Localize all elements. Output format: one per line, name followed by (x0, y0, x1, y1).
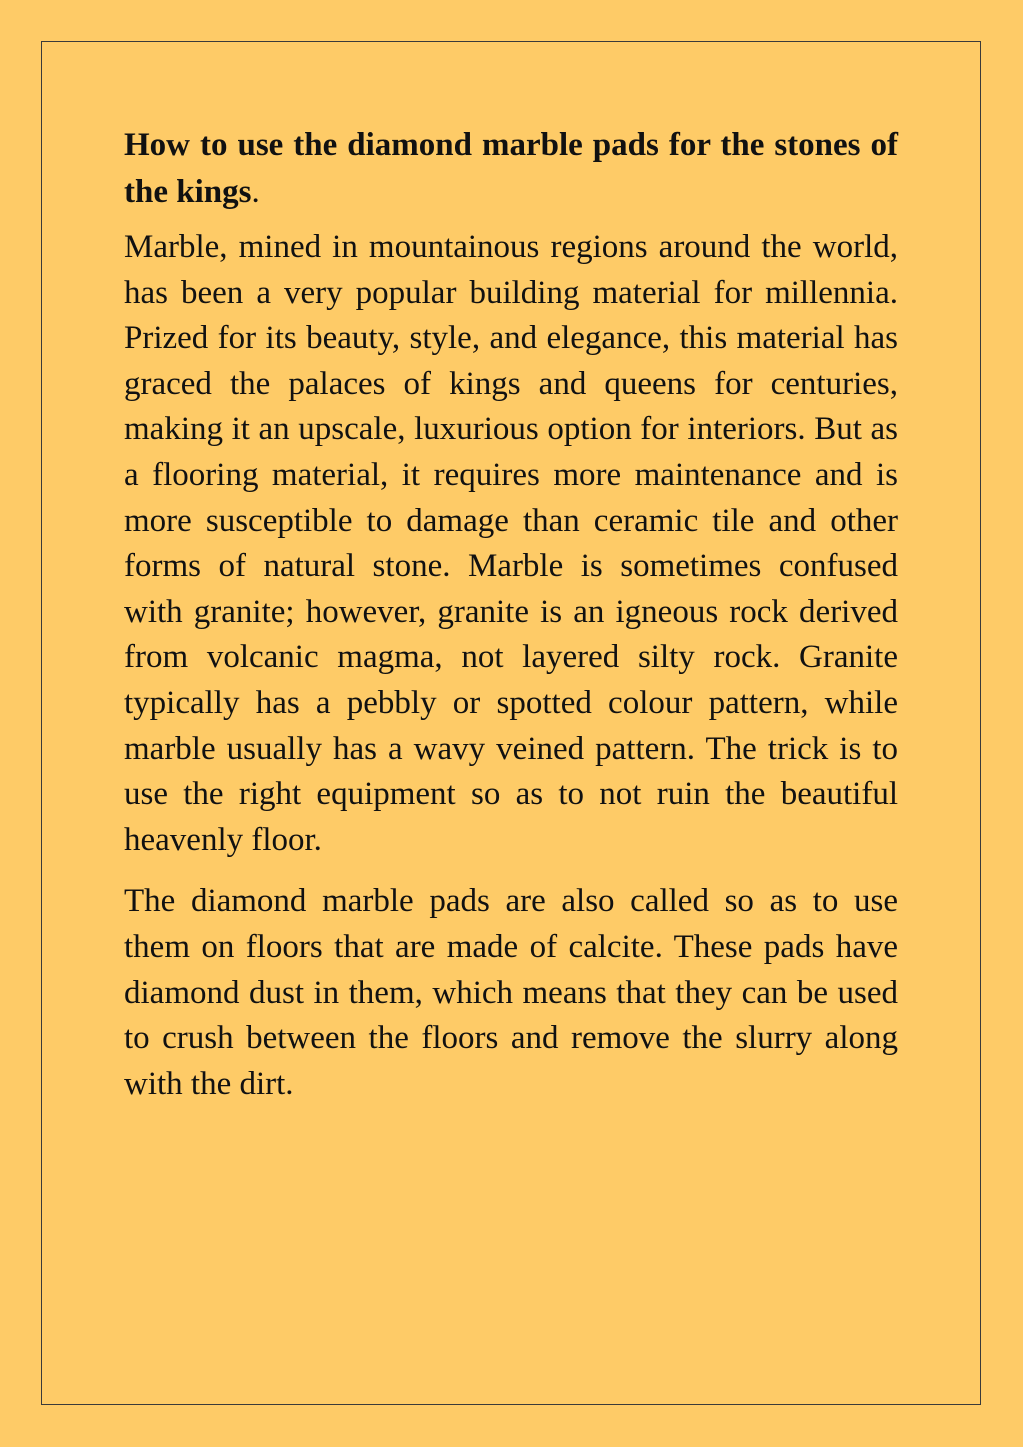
document-heading (124, 122, 898, 216)
document-content (124, 122, 898, 1123)
heading-period: . (251, 174, 260, 210)
heading-text: How to use the diamond marble pads for the stones of the kings (124, 127, 898, 210)
paragraph-marble-intro: Marble, mined in mountainous regions around the world, has been a very popular building material for millennia. Prized for its beauty, style, and elegance, this material has graced the palaces of kings and queens for centuries, making it an upscale, luxurious option for interiors. But as a flooring material, it requires more maintenance and is more susceptible to damage than ceramic tile and other forms of natural stone. Marble is sometimes confused with granite; however, granite is an igneous rock derived from volcanic magma, not layered silty rock. Granite typically has a pebbly or spotted colour pattern, while marble usually has a wavy veined pattern. The trick is to use the right equipment so as to not ruin the beautiful heavenly floor. (124, 229, 898, 858)
paragraph-diamond-pads: The diamond marble pads are also called so as to use them on floors that are made of calcite. These pads have diamond dust in them, which means that they can be used to crush between the floors and remove the slurry along with the dirt. (124, 883, 898, 1102)
